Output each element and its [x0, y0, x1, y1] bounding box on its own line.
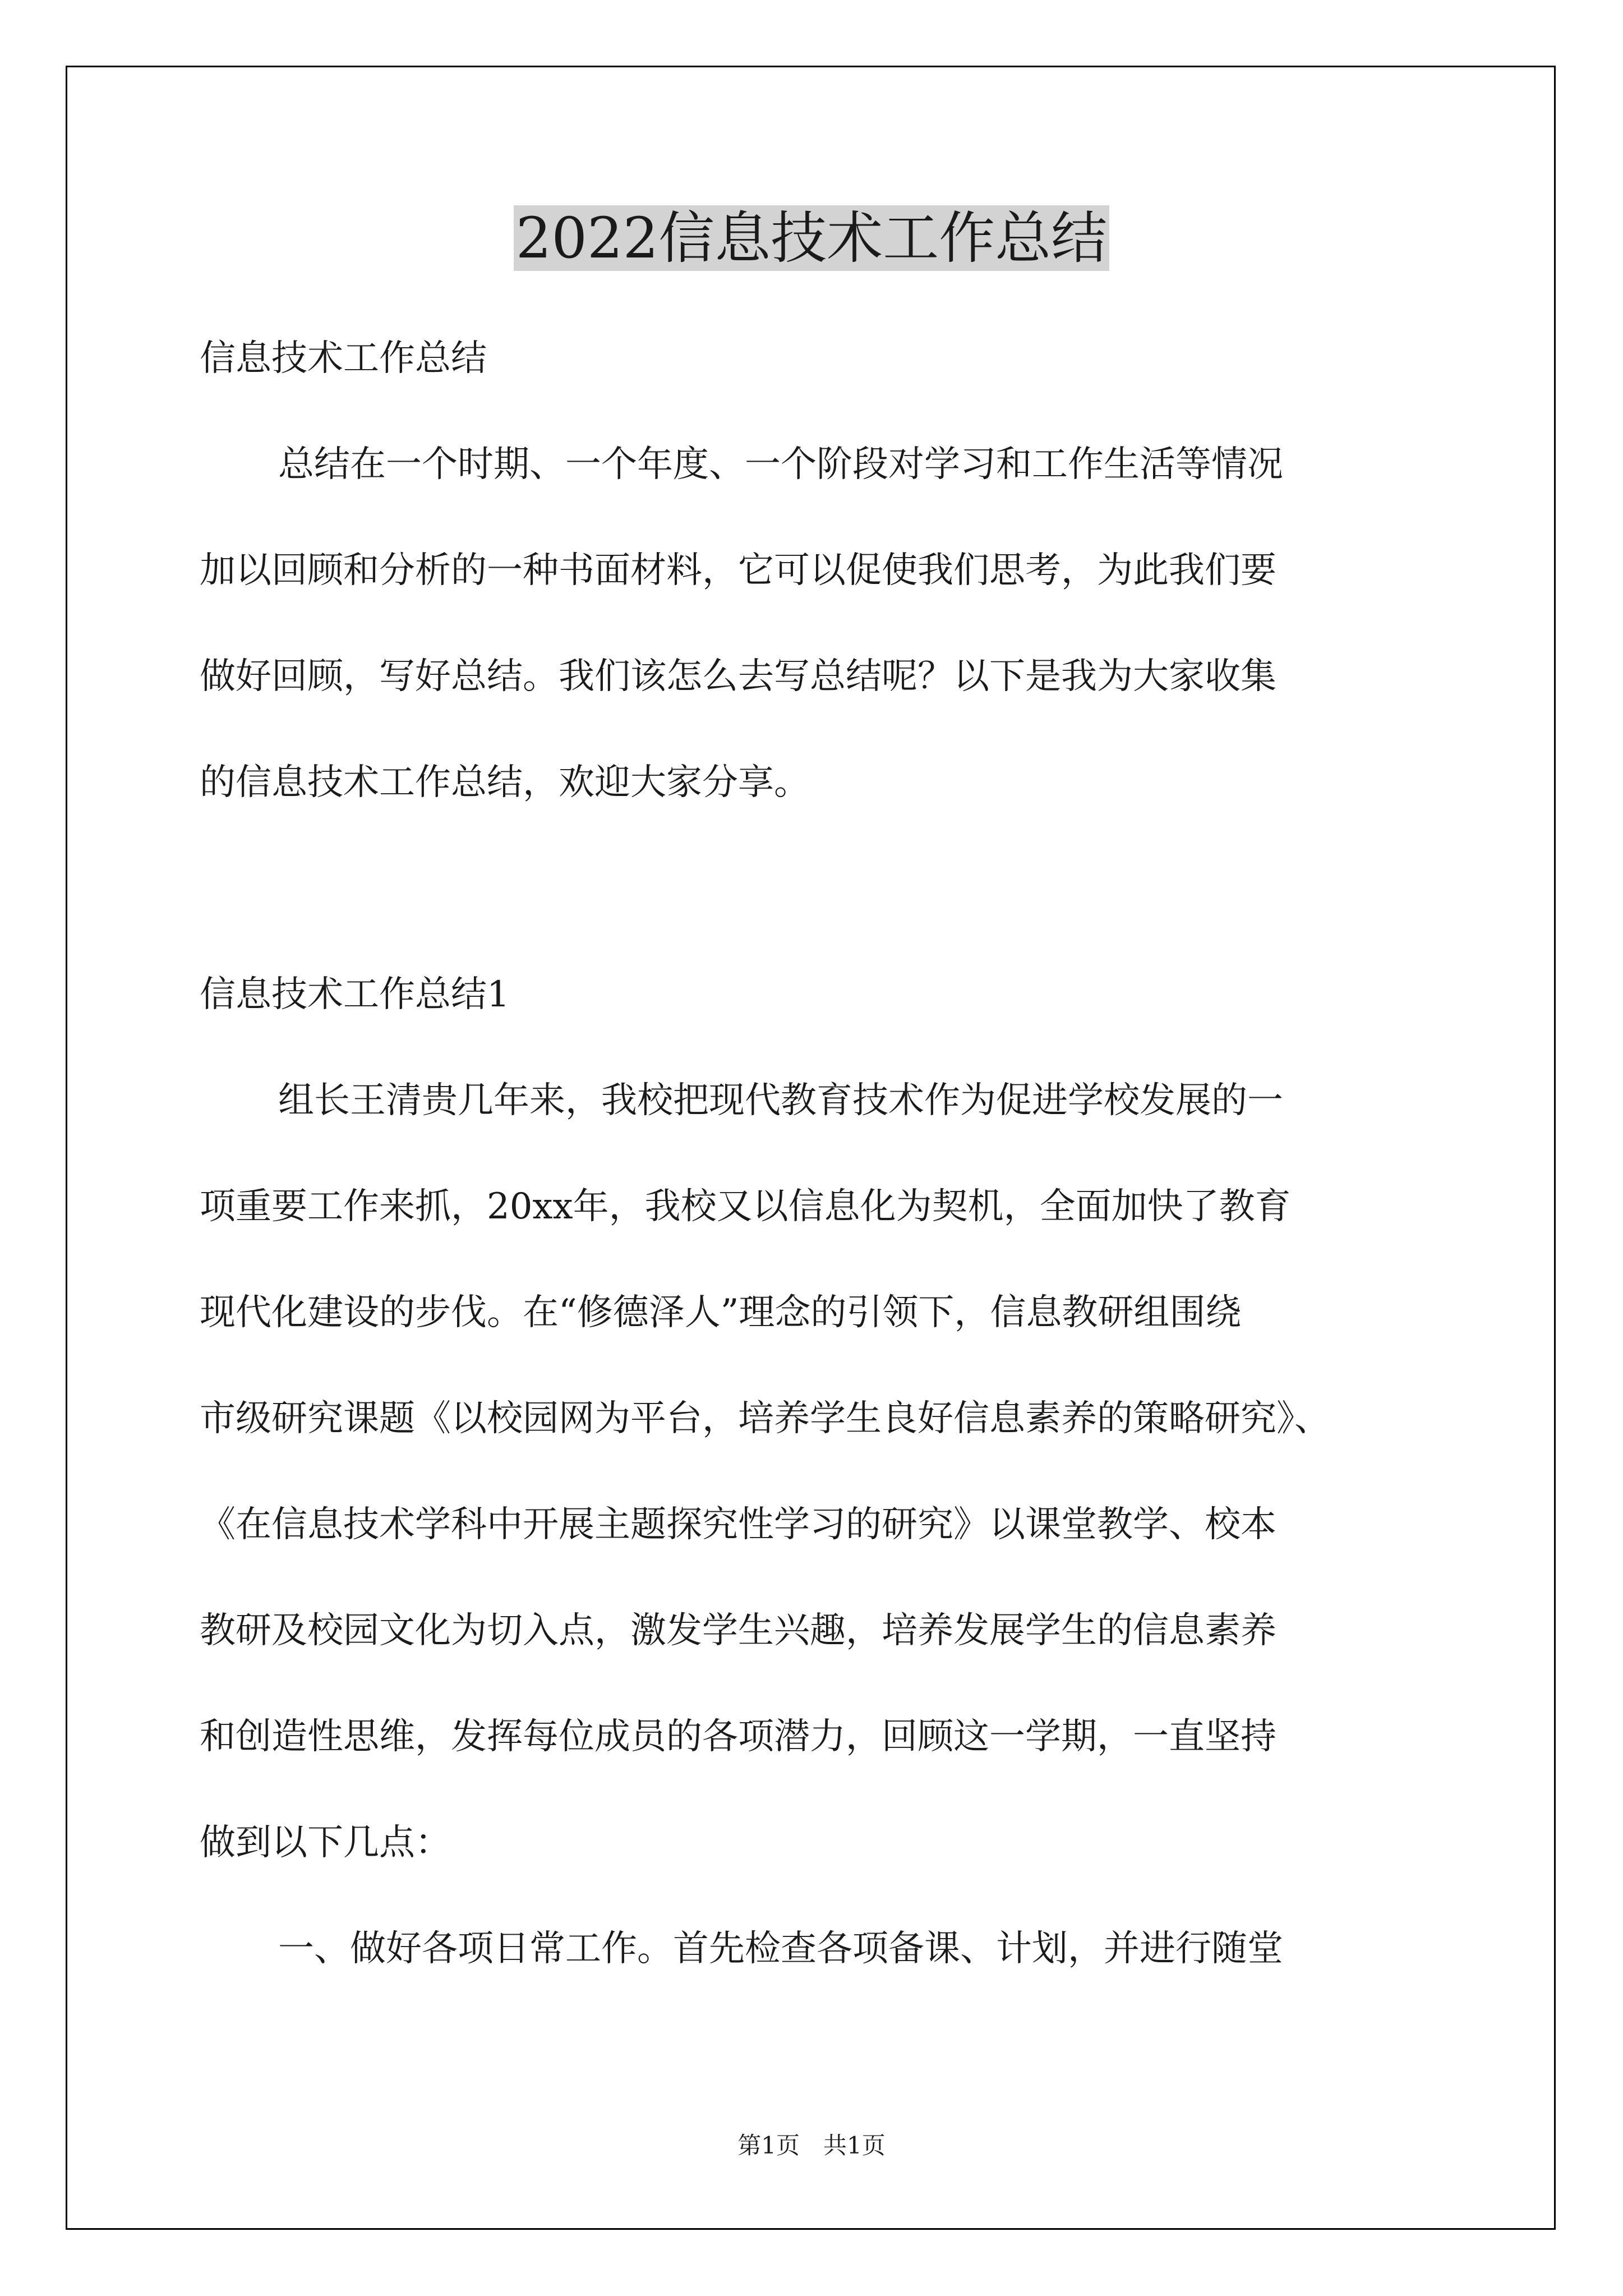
paragraph-line: 一、做好各项日常工作。首先检查各项备课、计划，并进行随堂	[278, 1928, 1283, 1970]
paragraph-line: 市级研究课题《以校园网为平台，培养学生良好信息素养的策略研究》、	[200, 1398, 1330, 1439]
paragraph-line: 做好回顾，写好总结。我们该怎么去写总结呢？以下是我为大家收集	[200, 656, 1276, 697]
paragraph-line: 现代化建设的步伐。在“修德泽人”理念的引领下，信息教研组围绕	[200, 1292, 1242, 1333]
paragraph-line: 和创造性思维，发挥每位成员的各项潜力，回顾这一学期，一直坚持	[200, 1716, 1276, 1757]
paragraph-line: 做到以下几点：	[200, 1822, 451, 1864]
paragraph-line: 《在信息技术学科中开展主题探究性学习的研究》以课堂教学、校本	[200, 1504, 1276, 1545]
page-footer: 第1页 共1页	[737, 2132, 886, 2159]
document-title	[0, 197, 1623, 279]
paragraph-line: 教研及校园文化为切入点，激发学生兴趣，培养发展学生的信息素养	[200, 1610, 1276, 1651]
paragraph-line: 项重要工作来抓，20xx年，我校又以信息化为契机，全面加快了教育	[200, 1186, 1291, 1227]
paragraph-line: 加以回顾和分析的一种书面材料，它可以促使我们思考，为此我们要	[200, 550, 1276, 591]
paragraph-line: 组长王清贵几年来，我校把现代教育技术作为促进学校发展的一	[278, 1080, 1283, 1121]
document-title-text: 2022信息技术工作总结	[514, 205, 1110, 271]
heading-summary: 信息技术工作总结	[200, 338, 487, 379]
paragraph-line: 的信息技术工作总结，欢迎大家分享。	[200, 762, 810, 803]
document-body	[200, 306, 1433, 2002]
section-gap	[200, 836, 1433, 942]
heading-summary-1: 信息技术工作总结1	[200, 974, 510, 1015]
paragraph-line: 总结在一个时期、一个年度、一个阶段对学习和工作生活等情况	[278, 444, 1283, 485]
